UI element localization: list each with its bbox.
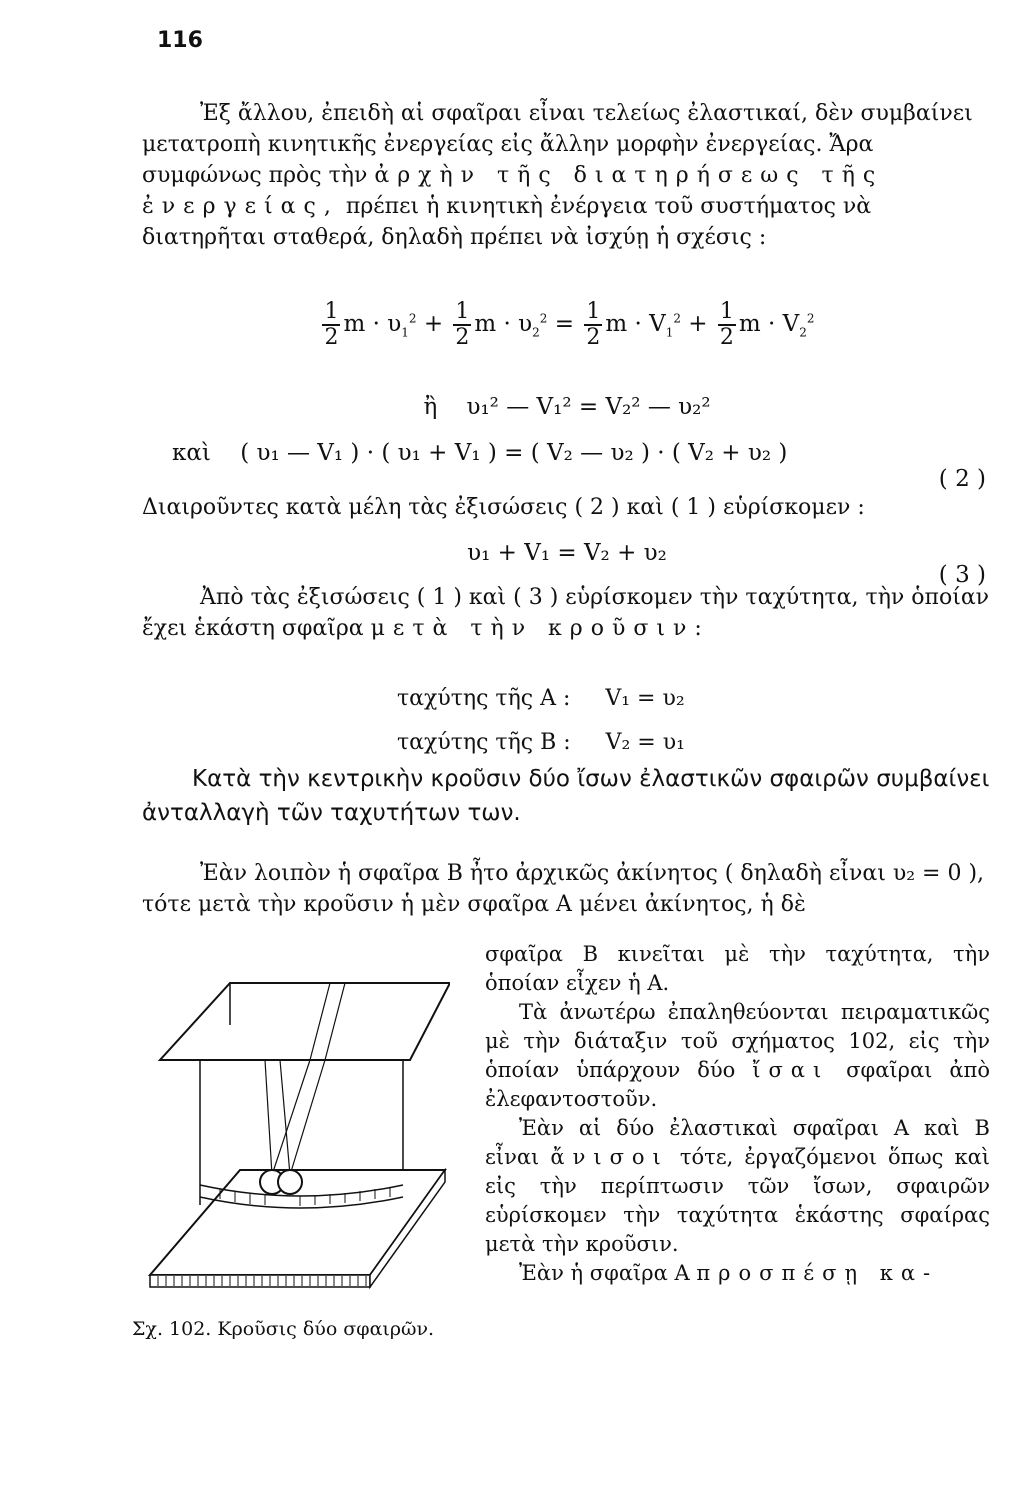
para1-end-text: πρέπει ἡ κινητικὴ ἐνέργεια τοῦ συστήματος νὰ διατηρῆται σταθερά, δηλαδὴ πρέπει νὰ ἰσχύῃ ἡ σχέσις : <box>142 194 872 250</box>
equation-label-2: ( 2 ) <box>938 466 986 492</box>
sphere-b <box>278 1170 302 1194</box>
para4-continuation: σφαῖρα Β κινεῖται μὲ τὴν ταχύτητα, τὴν ὁποίαν εἶχεν ἡ Α. <box>485 942 990 995</box>
fraction-half: $\frac{1}{2}$ <box>324 299 339 350</box>
para1-text: Ἐξ ἄλλου, ἐπειδὴ αἱ σφαῖραι εἶναι τελείως ἐλαστικαί, δὲν συμβαίνει μετατροπὴ κινητικῆς ἐνεργείας εἰς ἄλλην μορφὴν ἐνεργείας. Ἄρα συμφώνως πρὸς τὴν <box>142 101 973 188</box>
paragraph-unequal-spheres: Ἐὰν αἱ δύο ἐλαστικαὶ σφαῖραι Α καὶ Β εἶναι ἄνισοι τότε, ἐργαζόμενοι ὅπως καὶ εἰς τὴν περίπτωσιν τῶν ἴσων, σφαιρῶν εὑρίσκομεν τὴν ταχύτητα ἑκάστης σφαίρας μετὰ τὴν κροῦσιν. <box>485 1116 990 1256</box>
para3-text: Ἀπὸ τὰς ἐξισώσεις ( 1 ) καὶ ( 3 ) εὑρίσκομεν τὴν ταχύτητα, τὴν ὁποίαν ἔχει ἑκάστη σφαῖρα <box>142 585 990 641</box>
speed-a-row <box>397 686 685 711</box>
paragraph-experiment: Τὰ ἀνωτέρω ἐπαληθεύονται πειραματικῶς μὲ τὴν διάταξιν τοῦ σχήματος 102, εἰς τὴν ὁποίαν ὑπάρχουν δύο ἴσαι σφαῖραι ἀπὸ ἐλεφαντοστοῦν. <box>485 1000 990 1111</box>
equation-2a <box>142 392 992 422</box>
paragraph-sphere-a-strikes: Ἐὰν ἡ σφαῖρα Α προσπέσῃ κα- <box>519 1261 939 1285</box>
figure-caption: Σχ. 102. Κροῦσις δύο σφαιρῶν. <box>132 1318 435 1340</box>
eq3-prefix: καὶ <box>172 440 211 466</box>
equation-2 <box>172 440 787 466</box>
fraction-half: $\frac{1}{2}$ <box>586 299 601 350</box>
paragraph-energy-conservation <box>142 98 992 253</box>
collision-apparatus-figure <box>130 975 450 1310</box>
para3-spaced-text: μετὰ τὴν κροῦσιν: <box>370 616 710 641</box>
paragraph-stationary-b: Ἐὰν λοιπὸν ἡ σφαῖρα Β ἦτο ἀρχικῶς ἀκίνητος ( δηλαδὴ εἶναι υ₂ = 0 ), τότε μετὰ τὴν κροῦσιν ἡ μὲν σφαῖρα Α μένει ἀκίνητος, ἡ δὲ <box>142 861 985 917</box>
string-a <box>265 1060 272 1175</box>
right-column-text <box>485 940 990 1288</box>
top-plate <box>160 983 450 1060</box>
paragraph-from-equations <box>142 582 992 644</box>
speed-a-value: V₁ = υ₂ <box>605 686 685 711</box>
speed-b-label: ταχύτης τῆς Β : <box>397 730 571 755</box>
eq2-prefix: ἢ <box>423 394 438 420</box>
eq2-text: υ₁² — V₁² = V₂² — υ₂² <box>466 394 711 420</box>
eq3-text: ( υ₁ — V₁ ) · ( υ₁ + V₁ ) = ( V₂ — υ₂ ) · ( V₂ + υ₂ ) <box>240 440 788 466</box>
speed-b-value: V₂ = υ₁ <box>605 730 685 755</box>
para1-spaced-text: ἀρχὴν τῆς διατηρήσεως τῆς ἐνεργείας, <box>142 163 884 219</box>
speed-b-row <box>397 730 685 755</box>
paragraph-divide: Διαιροῦντες κατὰ μέλη τὰς ἐξισώσεις ( 2 ) καὶ ( 1 ) εὑρίσκομεν : <box>142 495 865 520</box>
equation-3: υ₁ + V₁ = V₂ + υ₂ <box>467 540 667 566</box>
fraction-half: $\frac{1}{2}$ <box>719 299 734 350</box>
equation-kinetic-energy: $\frac{1}{2}$ $m \cdot \upsilon_1^2$ + $\frac{1}{2}$ $m \cdot \upsilon_2^2$ = $\frac{1}{2}$ $m \cdot V_1^2$ + $\frac{1}{2}$ $m \cdot V_2^2$ <box>324 299 815 350</box>
page-number: 116 <box>157 28 203 53</box>
string-b <box>280 1060 290 1175</box>
fraction-half: $\frac{1}{2}$ <box>455 299 470 350</box>
speed-a-label: ταχύτης τῆς Α : <box>397 686 571 711</box>
rule-statement: Κατὰ τὴν κεντρικὴν κροῦσιν δύο ἴσων ἐλαστικῶν σφαιρῶν συμβαίνει ἀνταλλαγὴ τῶν ταχυτήτων των. <box>142 766 990 826</box>
equation-label-3: ( 3 ) <box>938 562 986 588</box>
